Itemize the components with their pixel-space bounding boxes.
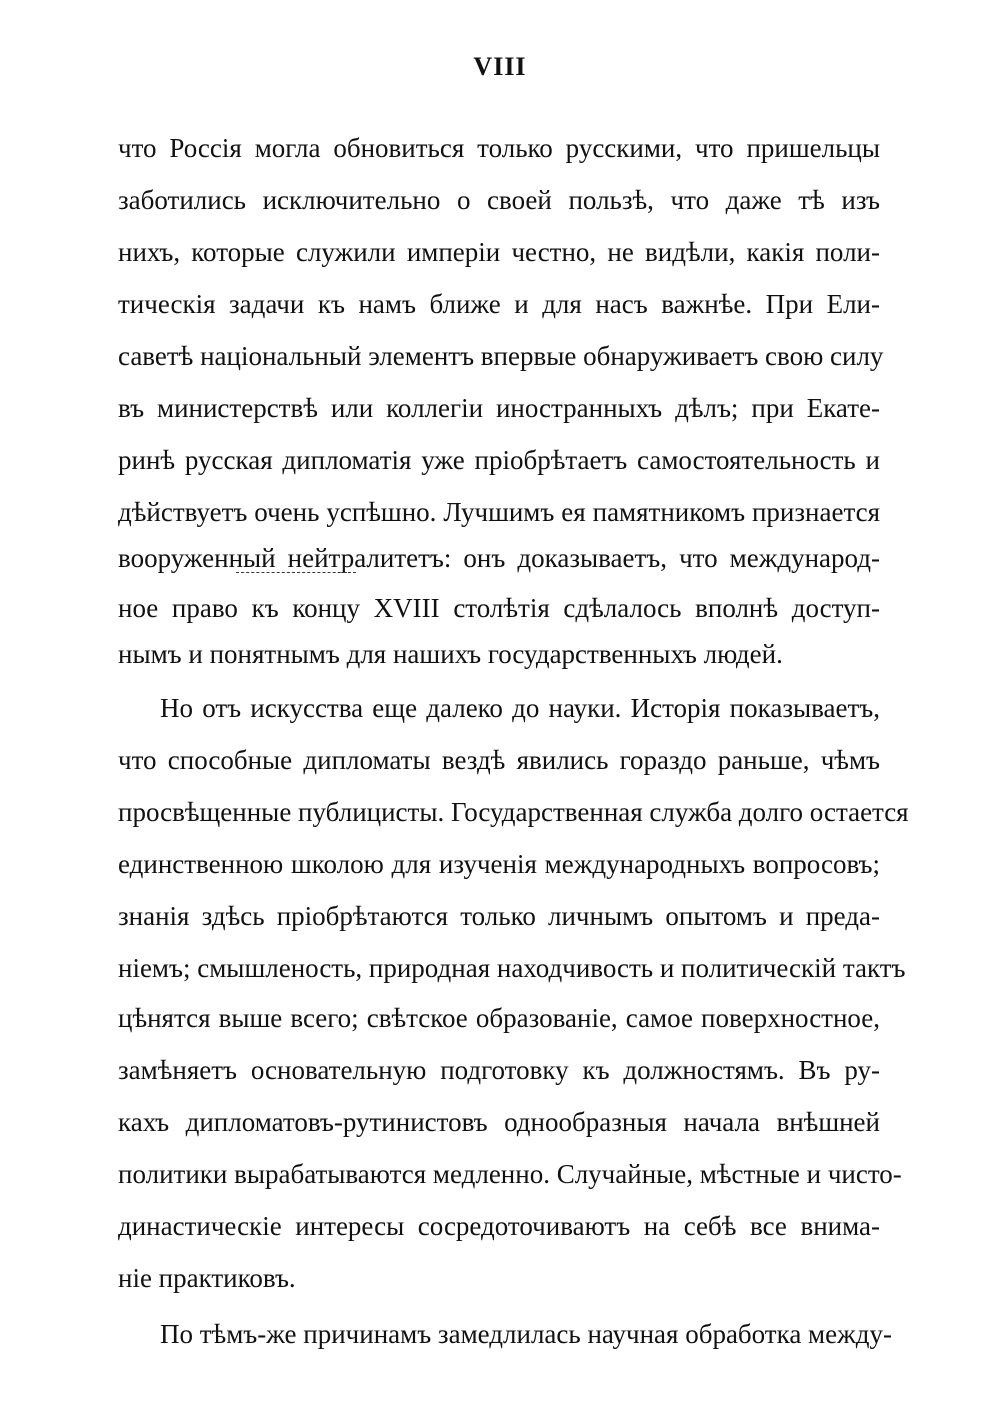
page-number: VIII <box>473 52 527 81</box>
text-line: Но отъ искусства еще далеко до науки. Исторія показываетъ, <box>160 693 880 723</box>
text-line: просвѣщенные публицисты. Государственная служба долго остается <box>118 797 909 827</box>
text-line: нымъ и понятнымъ для нашихъ государственныхъ людей. <box>118 639 783 669</box>
text-line: знанія здѣсь пріобрѣтаются только личнымъ опытомъ и преда- <box>118 901 880 931</box>
text-line: замѣняетъ основательную подготовку къ должностямъ. Въ ру- <box>118 1055 880 1085</box>
text-line: династическіе интересы сосредоточиваютъ на себѣ все внима- <box>118 1211 880 1241</box>
text-line: цѣнятся выше всего; свѣтское образованіе, самое поверхностное, <box>118 1003 880 1033</box>
text-line: ніе практиковъ. <box>118 1263 296 1293</box>
text-line: нихъ, которые служили имперіи честно, не видѣли, какія поли- <box>118 237 880 267</box>
pencil-underline <box>236 572 356 573</box>
text-line: саветѣ національный элементъ впервые обнаруживаетъ свою силу <box>118 341 884 371</box>
text-line: политики вырабатываются медленно. Случайные, мѣстные и чисто- <box>118 1159 902 1189</box>
text-line: что способные дипломаты вездѣ явились гораздо раньше, чѣмъ <box>118 745 880 775</box>
text-line: кахъ дипломатовъ-рутинистовъ однообразныя начала внѣшней <box>118 1107 880 1137</box>
text-line: единственною школою для изученія международныхъ вопросовъ; <box>118 849 880 879</box>
text-line: тическія задачи къ намъ ближе и для насъ важнѣе. При Ели- <box>118 289 880 319</box>
text-line: что Россія могла обновиться только русскими, что пришельцы <box>118 133 880 163</box>
text-line: По тѣмъ-же причинамъ замедлилась научная обработка между- <box>160 1319 893 1349</box>
text-line: ринѣ русская дипломатія уже пріобрѣтаетъ самостоятельность и <box>118 445 880 475</box>
text-line: ніемъ; смышленость, природная находчивость и политическій тактъ <box>118 953 906 983</box>
text-line: вооруженный нейтралитетъ: онъ доказываетъ, что международ- <box>118 543 880 573</box>
text-line: заботились исключительно о своей пользѣ, что даже тѣ изъ <box>118 185 880 215</box>
text-line: въ министерствѣ или коллегіи иностранныхъ дѣлъ; при Екате- <box>118 393 880 423</box>
text-line: ное право къ концу XVIII столѣтія сдѣлалось вполнѣ доступ- <box>118 593 880 623</box>
text-line: дѣйствуетъ очень успѣшно. Лучшимъ ея памятникомъ признается <box>118 497 880 527</box>
